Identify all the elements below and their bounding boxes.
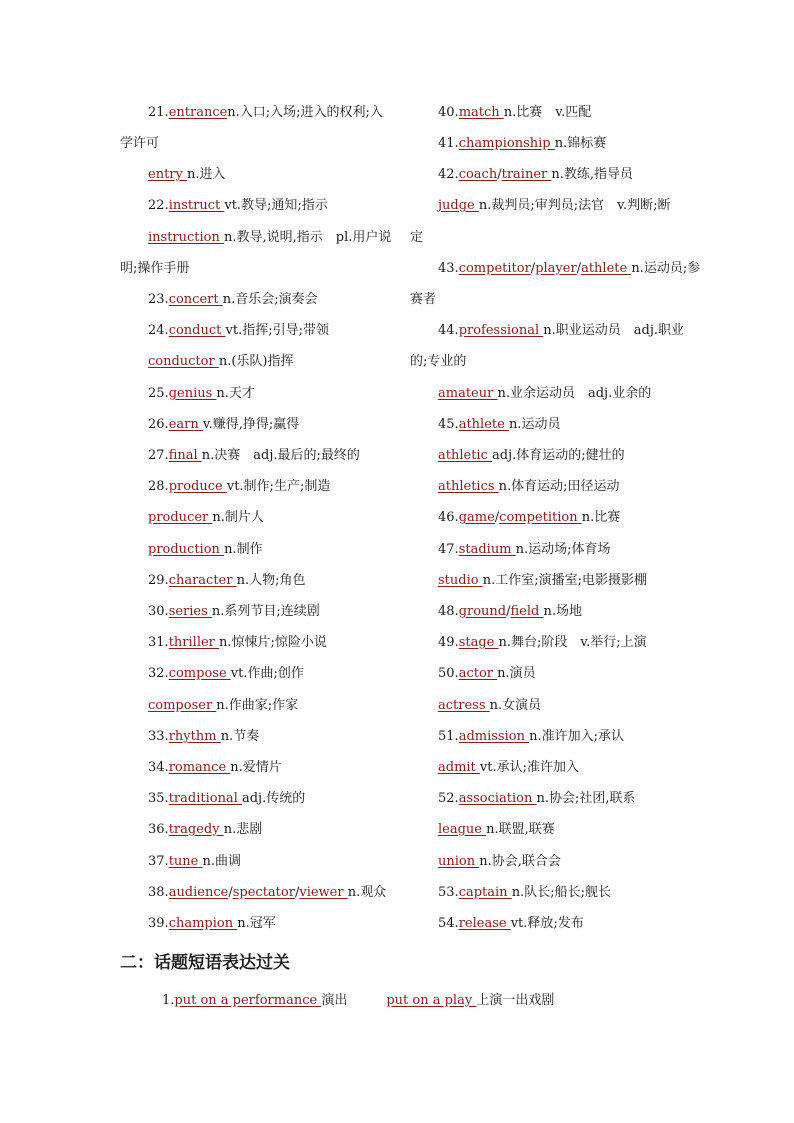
vocab-entry: 21.entrancen.入口;入场;进入的权利;入 — [148, 105, 383, 120]
vocab-entry: league n.联盟,联赛 — [438, 822, 555, 837]
vocab-word: actress — [438, 698, 490, 713]
vocab-entry: 23.concert n.音乐会;演奏会 — [148, 292, 318, 307]
vocab-entry: 37.tune n.曲调 — [148, 854, 241, 869]
vocab-entry: composer n.作曲家;作家 — [148, 698, 299, 713]
vocab-word: viewer — [299, 885, 348, 900]
vocab-entry: 50.actor n.演员 — [438, 666, 536, 681]
vocab-word: champion — [168, 916, 238, 931]
vocab-entry: 36.tragedy n.悲剧 — [148, 822, 263, 837]
vocab-word: league — [438, 822, 487, 837]
vocab-word: series — [168, 604, 212, 619]
vocab-word: stadium — [458, 542, 516, 557]
vocab-entry: athletic adj.体育运动的;健壮的 — [438, 448, 625, 463]
vocab-word: athletics — [438, 479, 499, 494]
vocab-word: genius — [168, 386, 217, 401]
vocab-entry: 49.stage n.舞台;阶段 v.举行;上演 — [438, 635, 647, 650]
vocab-word: actor — [458, 666, 498, 681]
vocab-word: character — [168, 573, 237, 588]
phrase: put on a performance — [174, 993, 322, 1008]
vocab-entry: 34.romance n.爱情片 — [148, 760, 282, 775]
vocab-word: trainer — [501, 167, 552, 182]
vocab-entry: union n.协会,联合会 — [438, 854, 561, 869]
vocab-word: stage — [458, 635, 499, 650]
vocab-word: admission — [458, 729, 530, 744]
vocab-entry: 43.competitor/player/athlete n.运动员;参 — [438, 261, 701, 276]
vocab-word: release — [458, 916, 511, 931]
vocab-word: ground — [458, 604, 507, 619]
vocab-entry-continued: 明;操作手册 — [120, 261, 190, 276]
vocab-word: thriller — [168, 635, 220, 650]
vocab-entry: 45.athlete n.运动员 — [438, 417, 561, 432]
vocab-entry: 32.compose vt.作曲;创作 — [148, 666, 304, 681]
vocab-entry: 30.series n.系列节目;连续剧 — [148, 604, 320, 619]
vocab-entry: 33.rhythm n.节奏 — [148, 729, 260, 744]
vocab-word: coach — [458, 167, 498, 182]
vocab-word: produce — [168, 479, 227, 494]
vocab-entry: 48.ground/field n.场地 — [438, 604, 583, 619]
vocab-word: match — [458, 105, 504, 120]
vocab-entry: 42.coach/trainer n.教练,指导员 — [438, 167, 633, 182]
vocab-entry-continued: 学许可 — [120, 136, 160, 151]
vocab-entry: admit vt.承认;准许加入 — [438, 760, 580, 775]
vocab-entry: production n.制作 — [148, 542, 263, 557]
vocab-word: final — [168, 448, 202, 463]
vocab-word: amateur — [438, 386, 498, 401]
vocab-word: athlete — [581, 261, 632, 276]
vocab-entry-continued: 的;专业的 — [410, 354, 467, 369]
vocab-word: composer — [148, 698, 217, 713]
vocab-entry: 35.traditional adj.传统的 — [148, 791, 306, 806]
vocab-entry: 41.championship n.锦标赛 — [438, 136, 607, 151]
vocab-word: producer — [148, 510, 213, 525]
vocab-entry: judge n.裁判员;审判员;法官 v.判断;断 — [438, 198, 671, 213]
vocab-word: competition — [499, 510, 582, 525]
vocab-word: captain — [458, 885, 512, 900]
vocab-word: concert — [168, 292, 223, 307]
vocab-word: association — [458, 791, 537, 806]
vocab-entry: conductor n.(乐队)指挥 — [148, 354, 294, 369]
vocab-word: union — [438, 854, 480, 869]
vocab-entry: 54.release vt.释放;发布 — [438, 916, 584, 931]
vocab-entry: 39.champion n.冠军 — [148, 916, 276, 931]
vocab-entry: 46.game/competition n.比赛 — [438, 510, 621, 525]
vocab-word: field — [510, 604, 544, 619]
vocab-word: traditional — [168, 791, 242, 806]
vocab-entry: 51.admission n.准许加入;承认 — [438, 729, 624, 744]
vocab-entry: amateur n.业余运动员 adj.业余的 — [438, 386, 652, 401]
vocab-word: conduct — [168, 323, 226, 338]
vocab-entry: entry n.进入 — [148, 167, 226, 182]
vocab-word: entry — [148, 167, 187, 182]
vocab-word: judge — [438, 198, 479, 213]
vocab-word: production — [148, 542, 225, 557]
vocab-entry: 27.final n.决赛 adj.最后的;最终的 — [148, 448, 360, 463]
vocab-entry: 24.conduct vt.指挥;引导;带领 — [148, 323, 329, 338]
vocab-entry: 31.thriller n.惊悚片;惊险小说 — [148, 635, 327, 650]
vocab-entry: 38.audience/spectator/viewer n.观众 — [148, 885, 387, 900]
vocab-word: conductor — [148, 354, 219, 369]
vocab-entry: studio n.工作室;演播室;电影摄影棚 — [438, 573, 647, 588]
vocab-word: instruction — [148, 230, 225, 245]
vocab-word: admit — [438, 760, 480, 775]
vocab-entry: instruction n.教导,说明,指示 pl.用户说 — [148, 230, 392, 245]
vocab-word: tragedy — [168, 822, 224, 837]
vocab-entry: 53.captain n.队长;船长;舰长 — [438, 885, 611, 900]
vocab-word: championship — [458, 136, 555, 151]
vocab-word: entrance — [168, 105, 228, 120]
vocab-entry: 52.association n.协会;社团,联系 — [438, 791, 636, 806]
vocab-word: instruct — [168, 198, 225, 213]
vocab-word: romance — [168, 760, 231, 775]
vocab-entry: 29.character n.人物;角色 — [148, 573, 306, 588]
vocab-entry: 28.produce vt.制作;生产;制造 — [148, 479, 331, 494]
vocab-word: earn — [168, 417, 203, 432]
section-heading: 二：话题短语表达过关 — [120, 953, 290, 973]
vocab-entry: 40.match n.比赛 v.匹配 — [438, 105, 592, 120]
vocab-word: game — [458, 510, 495, 525]
vocab-word: tune — [168, 854, 203, 869]
phrase-entry: 1.put on a performance 演出 put on a play 上演一出戏剧 — [162, 993, 555, 1008]
vocab-entry: 47.stadium n.运动场;体育场 — [438, 542, 611, 557]
phrase: put on a play — [386, 993, 477, 1008]
vocab-entry-continued: 赛者 — [410, 292, 437, 307]
vocab-word: player — [535, 261, 577, 276]
vocab-word: spectator — [232, 885, 295, 900]
vocab-entry-continued: 定 — [410, 230, 424, 245]
vocab-word: athletic — [438, 448, 492, 463]
vocab-entry: 25.genius n.天才 — [148, 386, 255, 401]
vocab-entry: 44.professional n.职业运动员 adj.职业 — [438, 323, 685, 338]
vocab-word: athlete — [458, 417, 509, 432]
vocab-word: competitor — [458, 261, 531, 276]
vocab-entry: producer n.制片人 — [148, 510, 264, 525]
vocab-word: compose — [168, 666, 231, 681]
vocab-word: professional — [458, 323, 544, 338]
vocab-word: studio — [438, 573, 483, 588]
vocab-entry: athletics n.体育运动;田径运动 — [438, 479, 620, 494]
vocab-entry: actress n.女演员 — [438, 698, 542, 713]
vocab-word: audience — [168, 885, 229, 900]
vocab-entry: 26.earn v.赚得,挣得;赢得 — [148, 417, 300, 432]
vocab-word: rhythm — [168, 729, 221, 744]
vocab-entry: 22.instruct vt.教导;通知;指示 — [148, 198, 328, 213]
